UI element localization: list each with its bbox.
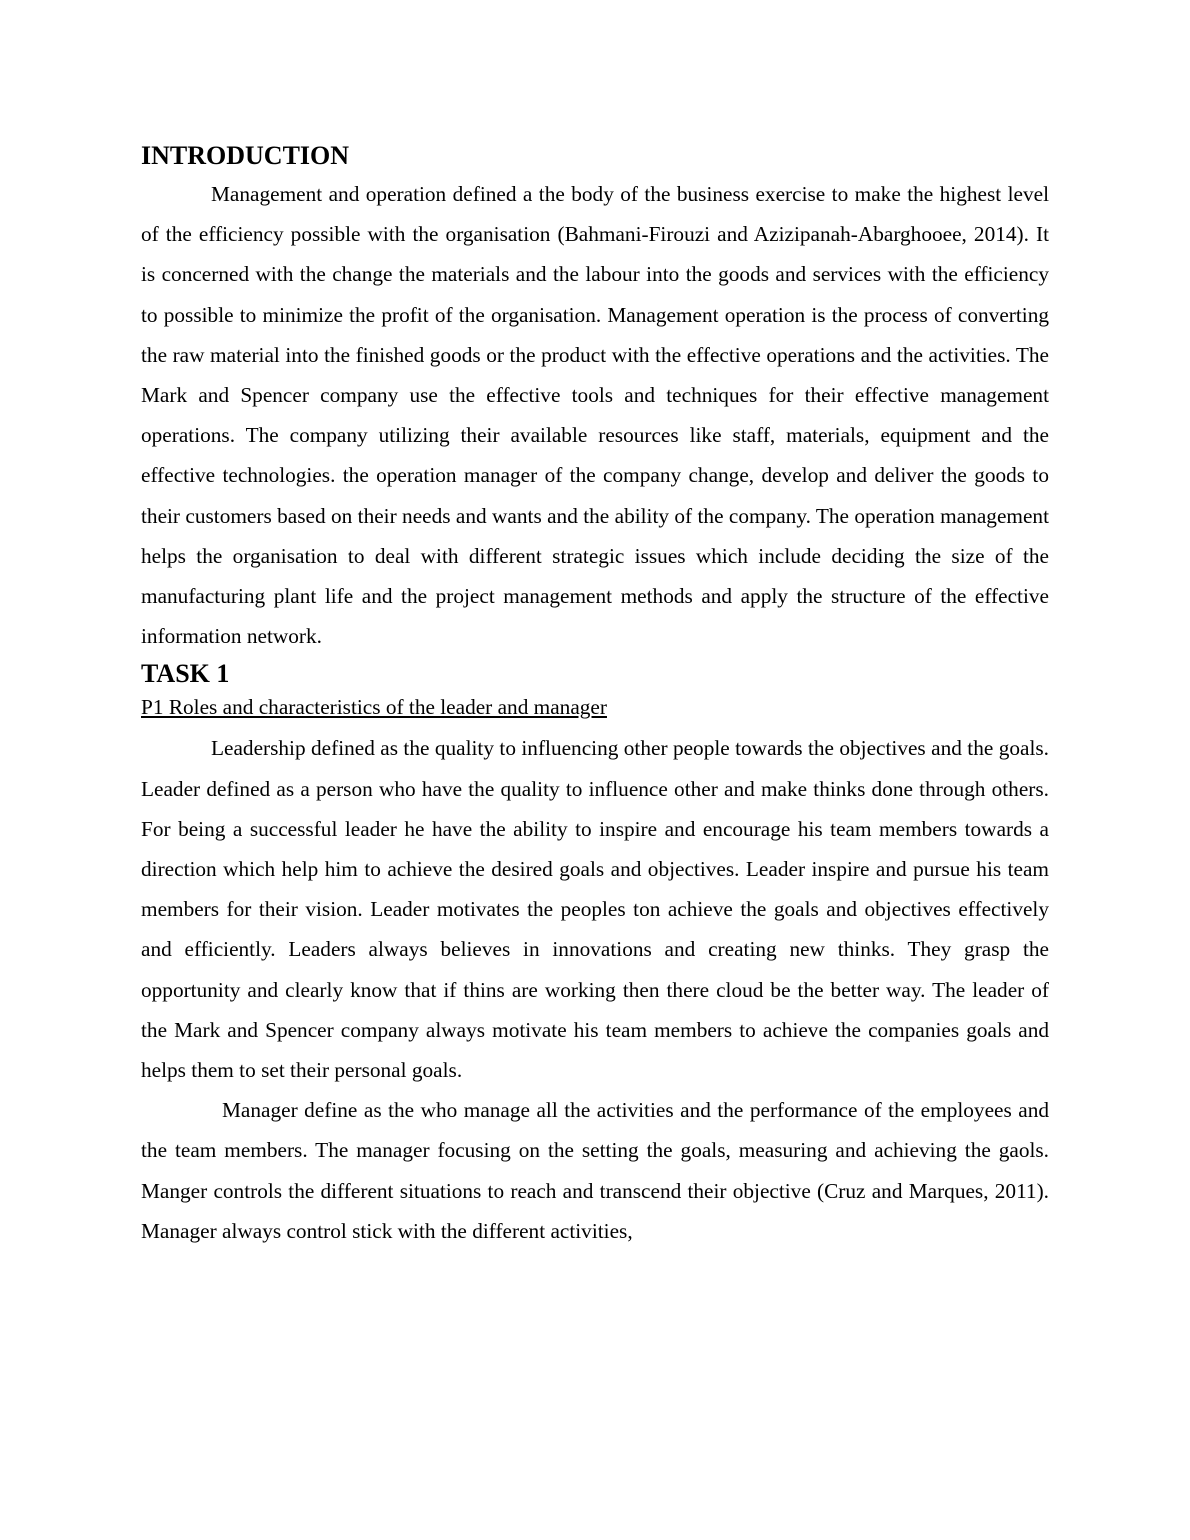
manager-paragraph: Manager define as the who manage all the activities and the performance of the employees and the team members. The manager focusing on the setting the goals, measuring and achieving the gaols. Manger controls the different situations to reach and transcend their objective (Cruz and Marques, 2011). Manager always control stick with the different activities, — [141, 1098, 1049, 1243]
task-1-heading: TASK 1 — [141, 659, 230, 689]
document-page — [141, 138, 1049, 1251]
introduction-heading: INTRODUCTION — [141, 141, 350, 170]
p1-subheading: P1 Roles and characteristics of the leader and manager — [141, 695, 607, 720]
leadership-paragraph: Leadership defined as the quality to influencing other people towards the objectives and the goals. Leader defined as a person who have the quality to influence other and make thinks done through others. For being a successful leader he have the ability to inspire and encourage his team members towards a direction which help him to achieve the desired goals and objectives. Leader inspire and pursue his team members for their vision. Leader motivates the peoples ton achieve the goals and objectives effectively and efficiently. Leaders always believes in innovations and creating new thinks. They grasp the opportunity and clearly know that if thins are working then there cloud be the better way. The leader of the Mark and Spencer company always motivate his team members to achieve the companies goals and helps them to set their personal goals. — [141, 736, 1049, 1083]
introduction-paragraph: Management and operation defined a the body of the business exercise to make the highest level of the efficiency possible with the organisation (Bahmani-Firouzi and Azizipanah-Abarghooee, 2014). It is concerned with the change the materials and the labour into the goods and services with the efficiency to possible to minimize the profit of the organisation. Management operation is the process of converting the raw material into the finished goods or the product with the effective operations and the activities. The Mark and Spencer company use the effective tools and techniques for their effective management operations. The company utilizing their available resources like staff, materials, equipment and the effective technologies. the operation manager of the company change, develop and deliver the goods to their customers based on their needs and wants and the ability of the company. The operation management helps the organisation to deal with different strategic issues which include deciding the size of the manufacturing plant life and the project management methods and apply the structure of the effective information network. — [141, 182, 1049, 649]
